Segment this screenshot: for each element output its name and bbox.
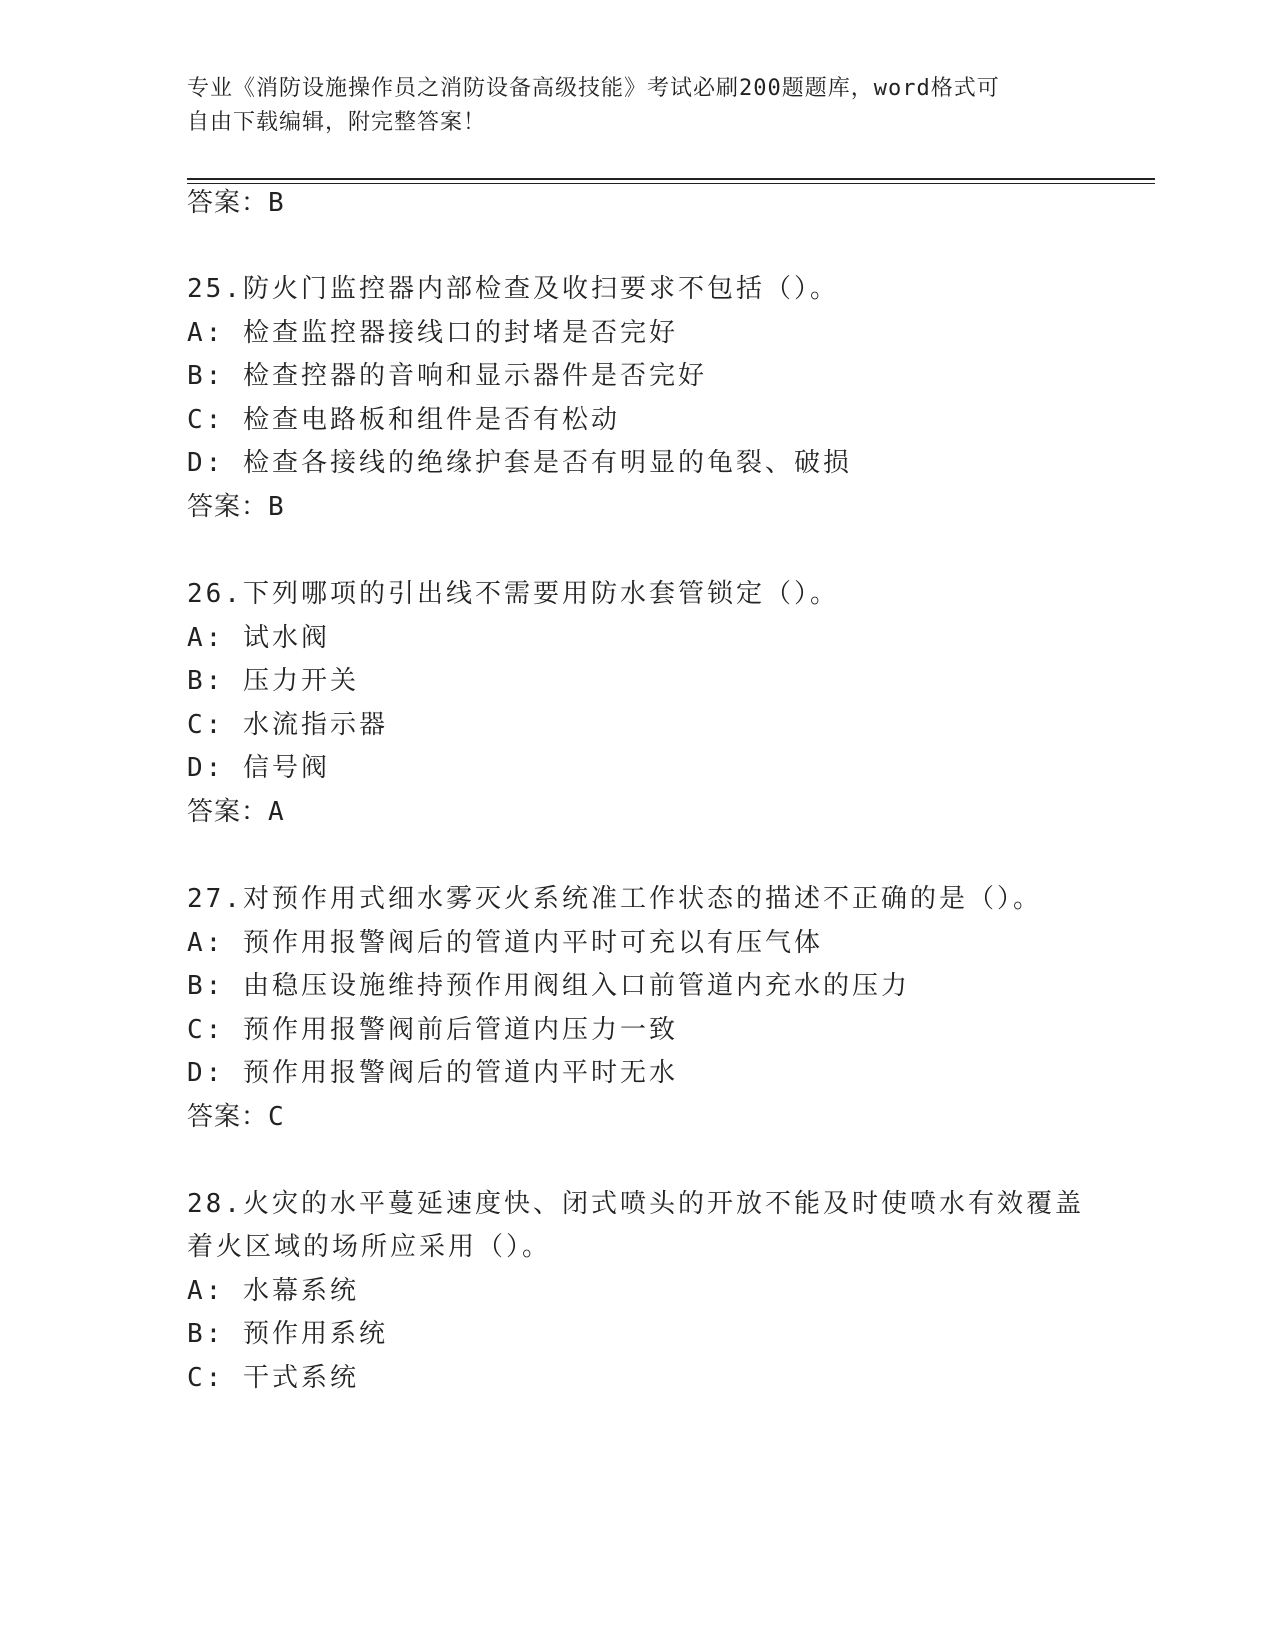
question-26-option-b: B: 压力开关 bbox=[187, 666, 359, 696]
question-28-stem-line-2: 着火区域的场所应采用（）。 bbox=[187, 1232, 552, 1262]
answer-previous: 答案：B bbox=[187, 188, 285, 218]
question-26-stem: 26.下列哪项的引出线不需要用防水套管锁定（）。 bbox=[187, 579, 839, 609]
question-25-stem: 25.防火门监控器内部检查及收扫要求不包括（）。 bbox=[187, 274, 839, 304]
question-26-answer: 答案：A bbox=[187, 797, 285, 827]
question-26-option-c: C: 水流指示器 bbox=[187, 710, 388, 740]
question-27-option-b: B: 由稳压设施维持预作用阀组入口前管道内充水的压力 bbox=[187, 971, 910, 1001]
question-28-option-c: C: 干式系统 bbox=[187, 1363, 359, 1393]
question-25-answer: 答案：B bbox=[187, 492, 285, 522]
question-27-option-d: D: 预作用报警阀后的管道内平时无水 bbox=[187, 1058, 678, 1088]
question-28-option-b: B: 预作用系统 bbox=[187, 1319, 388, 1349]
question-25-option-b: B: 检查控器的音响和显示器件是否完好 bbox=[187, 361, 707, 391]
header-divider-thin bbox=[187, 183, 1155, 184]
question-25-option-c: C: 检查电路板和组件是否有松动 bbox=[187, 405, 620, 435]
header-line-2: 自由下载编辑，附完整答案！ bbox=[187, 110, 487, 135]
question-28-option-a: A: 水幕系统 bbox=[187, 1276, 359, 1306]
question-27-answer: 答案：C bbox=[187, 1102, 285, 1132]
document-header bbox=[187, 72, 1087, 140]
question-26-option-a: A: 试水阀 bbox=[187, 623, 330, 653]
question-28-stem-line-1: 28.火灾的水平蔓延速度快、闭式喷头的开放不能及时使喷水有效覆盖 bbox=[187, 1189, 1084, 1219]
header-divider-thick bbox=[187, 178, 1155, 180]
question-27-stem: 27.对预作用式细水雾灭火系统准工作状态的描述不正确的是（）。 bbox=[187, 884, 1042, 914]
question-27-option-c: C: 预作用报警阀前后管道内压力一致 bbox=[187, 1015, 678, 1045]
question-26-option-d: D: 信号阀 bbox=[187, 753, 330, 783]
header-line-1: 专业《消防设施操作员之消防设备高级技能》考试必刷200题题库，word格式可 bbox=[187, 76, 1000, 101]
question-25-option-a: A: 检查监控器接线口的封堵是否完好 bbox=[187, 318, 678, 348]
question-25-option-d: D: 检查各接线的绝缘护套是否有明显的龟裂、破损 bbox=[187, 448, 852, 478]
question-27-option-a: A: 预作用报警阀后的管道内平时可充以有压气体 bbox=[187, 928, 823, 958]
